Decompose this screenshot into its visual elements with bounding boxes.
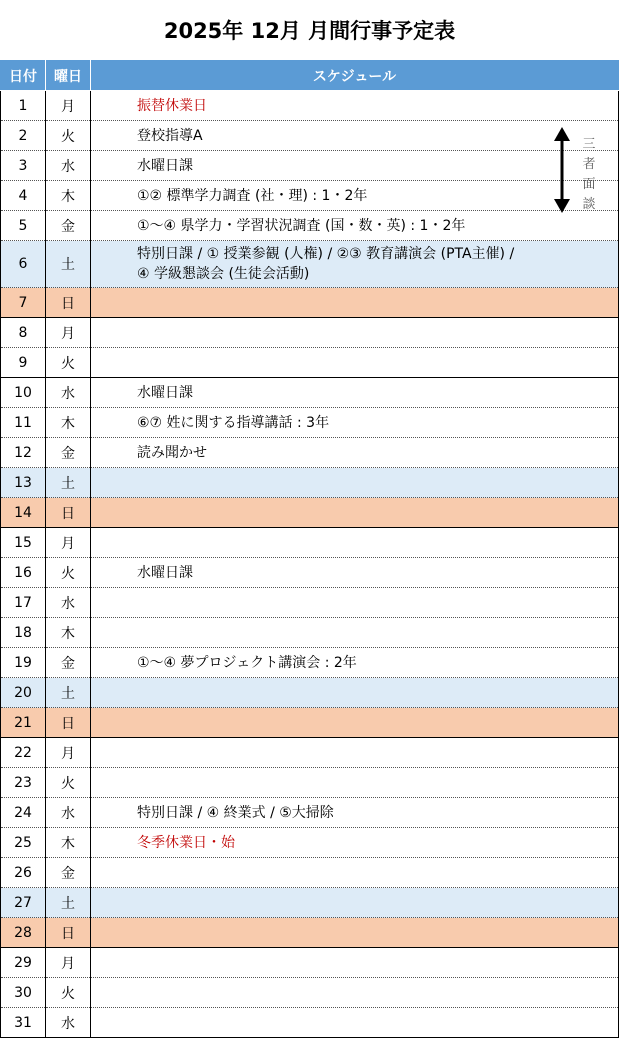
schedule-cell [91,151,619,181]
table-row [1,498,619,528]
day-cell: 12 [1,438,46,468]
schedule-cell [91,588,619,618]
day-cell: 11 [1,408,46,438]
table-row [1,978,619,1008]
weekday-cell: 木 [46,408,91,438]
day-cell: 6 [1,241,46,288]
weekday-cell: 月 [46,528,91,558]
weekday-cell: 金 [46,211,91,241]
table-row [1,588,619,618]
day-cell: 17 [1,588,46,618]
schedule-cell [91,241,619,288]
schedule-cell [91,498,619,528]
weekday-cell: 水 [46,1008,91,1038]
header-schedule: スケジュール [91,61,619,91]
weekday-cell: 木 [46,828,91,858]
schedule-cell [91,798,619,828]
table-row [1,288,619,318]
table-row [1,828,619,858]
schedule-text: 冬季休業日・始 [137,834,235,851]
schedule-cell [91,1008,619,1038]
table-row [1,438,619,468]
day-cell: 25 [1,828,46,858]
table-row [1,678,619,708]
table-row [1,858,619,888]
weekday-cell: 月 [46,738,91,768]
day-cell: 16 [1,558,46,588]
day-cell: 19 [1,648,46,678]
schedule-cell [91,648,619,678]
double-arrow-icon [552,127,572,213]
day-cell: 14 [1,498,46,528]
conference-label: 三者面談 [582,137,596,212]
weekday-cell: 土 [46,678,91,708]
table-row [1,768,619,798]
schedule-table [0,60,619,1038]
schedule-cell [91,558,619,588]
day-cell: 13 [1,468,46,498]
day-cell: 21 [1,708,46,738]
table-row [1,738,619,768]
schedule-cell [91,858,619,888]
table-row [1,888,619,918]
weekday-cell: 火 [46,768,91,798]
schedule-cell [91,408,619,438]
weekday-cell: 土 [46,241,91,288]
weekday-cell: 日 [46,288,91,318]
day-cell: 20 [1,678,46,708]
day-cell: 4 [1,181,46,211]
table-row [1,798,619,828]
day-cell: 7 [1,288,46,318]
day-cell: 3 [1,151,46,181]
table-row [1,241,619,288]
schedule-cell [91,888,619,918]
schedule-text: 登校指導A [137,127,203,144]
day-cell: 30 [1,978,46,1008]
weekday-cell: 金 [46,438,91,468]
day-cell: 23 [1,768,46,798]
weekday-cell: 月 [46,91,91,121]
day-cell: 1 [1,91,46,121]
parent-teacher-conference-marker [552,127,612,213]
day-cell: 10 [1,378,46,408]
weekday-cell: 水 [46,151,91,181]
day-cell: 9 [1,348,46,378]
day-cell: 26 [1,858,46,888]
weekday-cell: 木 [46,181,91,211]
schedule-cell [91,378,619,408]
schedule-cell [91,438,619,468]
weekday-cell: 水 [46,798,91,828]
schedule-text: 水曜日課 [137,157,193,174]
weekday-cell: 水 [46,378,91,408]
schedule-text: 振替休業日 [137,97,207,114]
schedule-cell [91,348,619,378]
table-row [1,91,619,121]
header-day: 日付 [1,61,46,91]
schedule-cell [91,121,619,151]
weekday-cell: 木 [46,618,91,648]
weekday-cell: 月 [46,948,91,978]
schedule-text: ①～④ 夢プロジェクト講演会 : 2年 [137,654,357,671]
schedule-cell [91,211,619,241]
table-row [1,211,619,241]
schedule-cell [91,181,619,211]
schedule-cell [91,318,619,348]
schedule-cell [91,288,619,318]
schedule-text: ①② 標準学力調査 (社・理) : 1・2年 [137,187,368,204]
table-row [1,378,619,408]
weekday-cell: 月 [46,318,91,348]
weekday-cell: 金 [46,648,91,678]
table-row [1,151,619,181]
schedule-text-line2: ④ 学級懇談会 (生徒会活動) [137,266,310,282]
schedule-cell [91,678,619,708]
table-row [1,348,619,378]
schedule-text: 特別日課 / ④ 終業式 / ⑤大掃除 [137,804,334,821]
weekday-cell: 日 [46,708,91,738]
weekday-cell: 土 [46,888,91,918]
table-row [1,408,619,438]
weekday-cell: 日 [46,918,91,948]
schedule-cell [91,948,619,978]
day-cell: 15 [1,528,46,558]
table-row [1,558,619,588]
table-row [1,708,619,738]
weekday-cell: 金 [46,858,91,888]
table-row [1,181,619,211]
day-cell: 27 [1,888,46,918]
table-row [1,948,619,978]
schedule-cell [91,91,619,121]
schedule-text: 特別日課 / ① 授業参観 (人権) / ②③ 教育講演会 (PTA主催) / [137,246,515,262]
weekday-cell: 火 [46,558,91,588]
schedule-text: 水曜日課 [137,384,193,401]
schedule-cell [91,708,619,738]
schedule-cell [91,528,619,558]
table-row [1,121,619,151]
day-cell: 31 [1,1008,46,1038]
day-cell: 22 [1,738,46,768]
weekday-cell: 火 [46,121,91,151]
weekday-cell: 日 [46,498,91,528]
day-cell: 29 [1,948,46,978]
schedule-cell [91,918,619,948]
page-title: 2025年 12月 月間行事予定表 [163,19,456,43]
schedule-cell [91,828,619,858]
table-row [1,468,619,498]
table-row [1,618,619,648]
day-cell: 5 [1,211,46,241]
schedule-cell [91,768,619,798]
schedule-body [1,91,619,1038]
schedule-cell [91,738,619,768]
day-cell: 28 [1,918,46,948]
schedule-cell [91,978,619,1008]
table-row [1,648,619,678]
schedule-cell [91,468,619,498]
table-header-row [1,61,619,91]
day-cell: 18 [1,618,46,648]
schedule-cell [91,618,619,648]
weekday-cell: 土 [46,468,91,498]
day-cell: 8 [1,318,46,348]
header-weekday: 曜日 [46,61,91,91]
day-cell: 2 [1,121,46,151]
table-row [1,918,619,948]
table-row [1,1008,619,1038]
schedule-text: 読み聞かせ [137,444,207,461]
schedule-text: ①～④ 県学力・学習状況調査 (国・数・英) : 1・2年 [137,217,466,234]
schedule-text: ⑥⑦ 姓に関する指導講話 : 3年 [137,414,330,431]
weekday-cell: 水 [46,588,91,618]
table-row [1,318,619,348]
weekday-cell: 火 [46,978,91,1008]
day-cell: 24 [1,798,46,828]
table-row [1,528,619,558]
weekday-cell: 火 [46,348,91,378]
schedule-text: 水曜日課 [137,564,193,581]
